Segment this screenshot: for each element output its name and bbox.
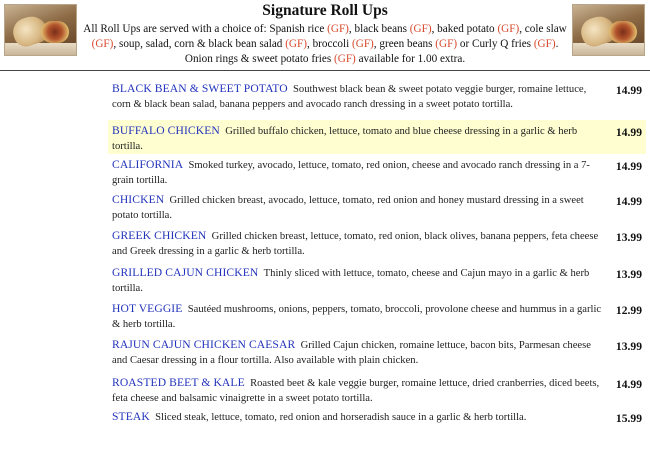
menu-item-price: 14.99 xyxy=(615,84,642,97)
intro-text: All Roll Ups are served with a choice of: Spanish rice xyxy=(83,23,328,35)
menu-item-name: GREEK CHICKEN xyxy=(112,229,207,242)
menu-item-description: Smoked turkey, avocado, lettuce, tomato, red onion, cheese and avocado ranch dressing in a 7-grain tortilla. xyxy=(112,160,590,186)
menu-item xyxy=(108,154,646,189)
menu-item xyxy=(108,406,646,436)
intro-text: available for 1.00 extra. xyxy=(355,53,466,65)
intro-text: , broccoli xyxy=(306,38,353,50)
menu-item xyxy=(108,372,646,406)
menu-item-price: 15.99 xyxy=(615,412,642,425)
menu-item xyxy=(108,334,646,372)
menu-header xyxy=(80,0,570,67)
plate-shape xyxy=(5,43,77,56)
menu-item-price: 13.99 xyxy=(615,268,642,281)
intro-text: or Curly Q fries xyxy=(457,38,534,50)
menu-item-price: 13.99 xyxy=(615,340,642,353)
menu-item-price: 13.99 xyxy=(615,231,642,244)
menu-item-name: GRILLED CAJUN CHICKEN xyxy=(112,266,259,279)
header-divider xyxy=(0,70,650,71)
menu-item-description: Thinly sliced with lettuce, tomato, cheese and Cajun mayo in a garlic & herb tortilla. xyxy=(112,268,590,294)
intro-text: , soup, salad, corn & black bean salad xyxy=(113,38,286,50)
menu-item xyxy=(108,189,646,225)
gluten-free-marker: (GF) xyxy=(409,23,432,35)
gluten-free-marker: (GF) xyxy=(334,53,356,65)
sides-description xyxy=(80,22,570,67)
menu-item xyxy=(108,225,646,262)
intro-text: , green beans xyxy=(373,38,436,50)
menu-item-name: HOT VEGGIE xyxy=(112,302,183,315)
menu-item-description: Southwest black bean & sweet potato veggie burger, romaine lettuce, corn & black bean salad, banana peppers and avocado ranch dressing in a sweet potato tortilla. xyxy=(112,84,587,110)
gluten-free-marker: (GF) xyxy=(435,38,458,50)
intro-text: . Onion rings & sweet potato fries xyxy=(184,38,559,65)
menu-item xyxy=(108,78,646,120)
menu-item-description: Grilled Cajun chicken, romaine lettuce, bacon bits, Parmesan cheese and Caesar dressing in a flour tortilla. Also available with plain chicken. xyxy=(112,340,591,366)
gluten-free-marker: (GF) xyxy=(285,38,307,50)
menu-item-name: RAJUN CAJUN CHICKEN CAESAR xyxy=(112,338,296,351)
intro-text: , cole slaw xyxy=(519,23,567,35)
menu-item-name: BLACK BEAN & SWEET POTATO xyxy=(112,82,288,95)
intro-text: , baked potato xyxy=(431,23,498,35)
menu-item-name: CALIFORNIA xyxy=(112,158,184,171)
menu-item-name: BUFFALO CHICKEN xyxy=(112,124,220,137)
gluten-free-marker: (GF) xyxy=(533,38,556,50)
menu-item xyxy=(108,262,646,298)
menu-item-description: Grilled chicken breast, lettuce, tomato, red onion, black olives, banana peppers, feta cheese and Greek dressing in a garlic & herb tortilla. xyxy=(112,231,599,257)
menu-item-list xyxy=(108,78,646,436)
gluten-free-marker: (GF) xyxy=(91,38,114,50)
roll-up-photo-right xyxy=(572,4,645,56)
intro-text: , black beans xyxy=(348,23,410,35)
menu-item-price: 14.99 xyxy=(615,160,642,173)
menu-item-description: Sliced steak, lettuce, tomato, red onion and horseradish sauce in a garlic & herb tortilla. xyxy=(155,412,527,423)
wrap-filling-shape xyxy=(609,21,637,43)
gluten-free-marker: (GF) xyxy=(327,23,349,35)
plate-shape xyxy=(573,43,645,56)
section-title: Signature Roll Ups xyxy=(262,2,388,19)
menu-item-name: CHICKEN xyxy=(112,193,165,206)
menu-item-description: Grilled chicken breast, avocado, lettuce, tomato, red onion and honey mustard dressing in a sweet potato tortilla. xyxy=(112,195,584,221)
menu-item-price: 14.99 xyxy=(615,378,642,391)
menu-item-description: Roasted beet & kale veggie burger, romaine lettuce, dried cranberries, diced beets, feta cheese and balsamic vinaigrette in a sweet potato tortilla. xyxy=(112,378,600,404)
menu-item-name: STEAK xyxy=(112,410,150,423)
menu-item xyxy=(108,120,646,154)
menu-item xyxy=(108,298,646,334)
menu-item-price: 12.99 xyxy=(615,304,642,317)
wrap-filling-shape xyxy=(41,21,69,43)
gluten-free-marker: (GF) xyxy=(497,23,520,35)
menu-item-price: 14.99 xyxy=(615,195,642,208)
menu-item-price: 14.99 xyxy=(615,126,642,139)
roll-up-photo-left xyxy=(4,4,77,56)
gluten-free-marker: (GF) xyxy=(352,38,374,50)
menu-item-description: Grilled buffalo chicken, lettuce, tomato and blue cheese dressing in a garlic & herb tortilla. xyxy=(112,126,578,152)
menu-item-description: Sautéed mushrooms, onions, peppers, tomato, broccoli, provolone cheese and hummus in a garlic & herb tortilla. xyxy=(112,304,602,330)
menu-item-name: ROASTED BEET & KALE xyxy=(112,376,245,389)
